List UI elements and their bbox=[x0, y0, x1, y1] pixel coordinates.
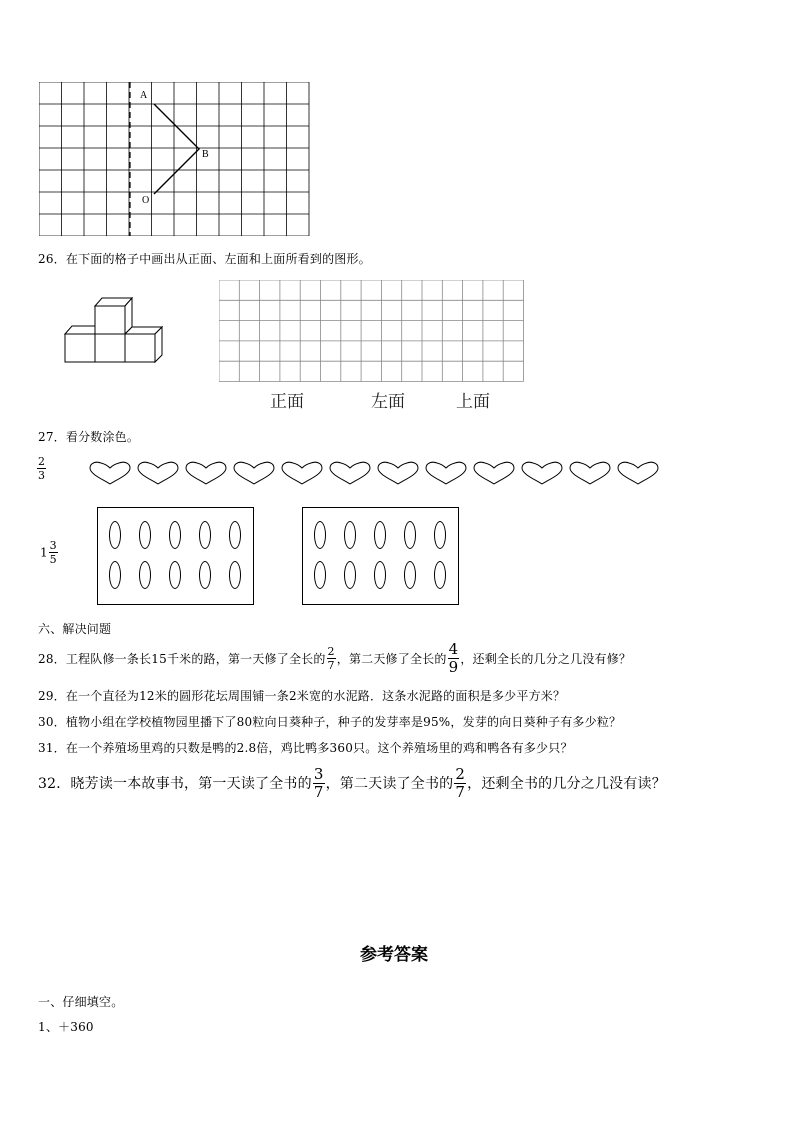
oval-shape[interactable] bbox=[314, 521, 326, 549]
view-label-front: 正面 bbox=[270, 392, 304, 412]
q27-text: 27．看分数涂色。 bbox=[38, 430, 140, 444]
oval-shape[interactable] bbox=[139, 521, 151, 549]
oval-shape[interactable] bbox=[229, 521, 241, 549]
oval-shape[interactable] bbox=[374, 561, 386, 589]
heart-shape[interactable] bbox=[520, 460, 564, 486]
question-30: 30．植物小组在学校植物园里播下了80粒向日葵种子，种子的发芽率是95%，发芽的向日葵种子有多少粒？ bbox=[38, 715, 622, 729]
heart-shape[interactable] bbox=[232, 460, 276, 486]
oval-shape[interactable] bbox=[109, 561, 121, 589]
oval-shape[interactable] bbox=[169, 521, 181, 549]
oval-shape[interactable] bbox=[374, 521, 386, 549]
oval-shape[interactable] bbox=[344, 521, 356, 549]
oval-shape[interactable] bbox=[434, 521, 446, 549]
question-29: 29．在一个直径为12米的圆形花坛周围铺一条2米宽的水泥路．这条水泥路的面积是多少平方米？ bbox=[38, 689, 566, 703]
oval-shape[interactable] bbox=[199, 561, 211, 589]
answer-key-title: 参考答案 bbox=[360, 945, 428, 965]
oval-shape[interactable] bbox=[344, 561, 356, 589]
heart-shape[interactable] bbox=[568, 460, 612, 486]
heart-shape[interactable] bbox=[472, 460, 516, 486]
oval-shape[interactable] bbox=[229, 561, 241, 589]
oval-shape[interactable] bbox=[314, 561, 326, 589]
cube-stack-figure bbox=[62, 294, 168, 366]
q25-grid-figure bbox=[39, 82, 313, 236]
heart-shape[interactable] bbox=[376, 460, 420, 486]
oval-shape[interactable] bbox=[169, 561, 181, 589]
heart-shape[interactable] bbox=[184, 460, 228, 486]
question-32: 32．晓芳读一本故事书，第一天读了全书的 $\frac{3}{7}$ ，第二天读了全书的 $\frac{2}{7}$ ，还剩全书的几分之几没有读？ bbox=[38, 764, 666, 801]
view-label-top: 上面 bbox=[456, 392, 490, 412]
answer-1: 1、＋360 bbox=[38, 1020, 94, 1034]
point-a-label: A bbox=[140, 90, 148, 101]
oval-shape[interactable] bbox=[139, 561, 151, 589]
view-label-left: 左面 bbox=[371, 392, 405, 412]
point-o-label: O bbox=[142, 195, 150, 206]
heart-shape[interactable] bbox=[616, 460, 660, 486]
point-b-label: B bbox=[202, 149, 209, 160]
hearts-row[interactable] bbox=[88, 460, 668, 488]
q26-text: 26．在下面的格子中画出从正面、左面和上面所看到的图形。 bbox=[38, 252, 371, 266]
heart-shape[interactable] bbox=[328, 460, 372, 486]
oval-shape[interactable] bbox=[109, 521, 121, 549]
fraction-two-thirds: $\frac{2}{3}$ bbox=[38, 455, 45, 482]
fraction-one-and-three-fifths: 1 $\frac{3}{5}$ bbox=[40, 539, 57, 566]
triangle-aob bbox=[154, 104, 199, 194]
oval-shape[interactable] bbox=[404, 521, 416, 549]
answer-section1: 一、仔细填空。 bbox=[38, 995, 124, 1009]
question-28: 28．工程队修一条长15千米的路，第一天修了全长的 $\frac{2}{7}$ ，第二天修了全长的 $\frac{4}{9}$ ，还剩全长的几分之几没有修？ bbox=[38, 639, 632, 676]
section6-heading: 六、解决问题 bbox=[38, 622, 112, 636]
heart-shape[interactable] bbox=[136, 460, 180, 486]
heart-shape[interactable] bbox=[424, 460, 468, 486]
q26-drawing-grid[interactable] bbox=[219, 280, 525, 383]
heart-shape[interactable] bbox=[88, 460, 132, 486]
heart-shape[interactable] bbox=[280, 460, 324, 486]
oval-shape[interactable] bbox=[199, 521, 211, 549]
question-31: 31．在一个养殖场里鸡的只数是鸭的2.8倍，鸡比鸭多360只。这个养殖场里的鸡和鸭各有多少只？ bbox=[38, 741, 573, 755]
oval-shape[interactable] bbox=[434, 561, 446, 589]
oval-shape[interactable] bbox=[404, 561, 416, 589]
